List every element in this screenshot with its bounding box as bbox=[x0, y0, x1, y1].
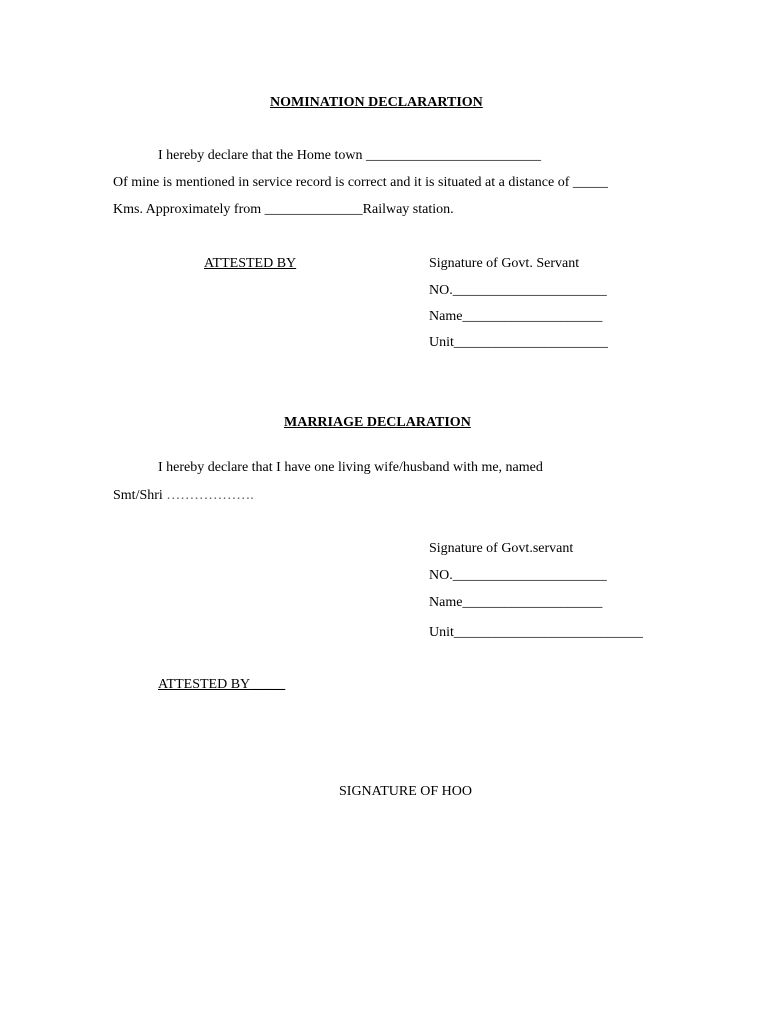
marriage-signature-label: Signature of Govt.servant bbox=[429, 541, 574, 556]
marriage-smt-shri-label: Smt/Shri bbox=[113, 488, 163, 503]
marriage-attested-by-label: ATTESTED BY bbox=[158, 677, 251, 692]
marriage-line-2 bbox=[113, 488, 254, 504]
marriage-attested-by bbox=[158, 677, 285, 693]
marriage-attested-by-trail: _____ bbox=[250, 677, 286, 692]
marriage-no-field: NO.______________________ bbox=[429, 568, 607, 583]
nomination-unit-field: Unit______________________ bbox=[429, 335, 608, 350]
marriage-title: MARRIAGE DECLARATION bbox=[284, 415, 471, 430]
nomination-name-field: Name____________________ bbox=[429, 309, 603, 324]
marriage-unit-field: Unit___________________________ bbox=[429, 625, 643, 640]
nomination-line-3: Kms. Approximately from ______________Railway station. bbox=[113, 202, 454, 217]
nomination-signature-label: Signature of Govt. Servant bbox=[429, 256, 580, 271]
marriage-name-field: Name____________________ bbox=[429, 595, 603, 610]
nomination-line-2: Of mine is mentioned in service record is correct and it is situated at a distance of _____ bbox=[113, 175, 608, 190]
marriage-line-1: I hereby declare that I have one living wife/husband with me, named bbox=[158, 460, 543, 475]
nomination-title: NOMINATION DECLARARTION bbox=[270, 95, 483, 110]
signature-of-hoo: SIGNATURE OF HOO bbox=[339, 784, 473, 799]
nomination-line-1: I hereby declare that the Home town _________________________ bbox=[158, 148, 541, 163]
nomination-no-field: NO.______________________ bbox=[429, 283, 607, 298]
marriage-dotted-blank: ………………. bbox=[166, 488, 254, 503]
nomination-attested-by: ATTESTED BY bbox=[204, 256, 297, 271]
